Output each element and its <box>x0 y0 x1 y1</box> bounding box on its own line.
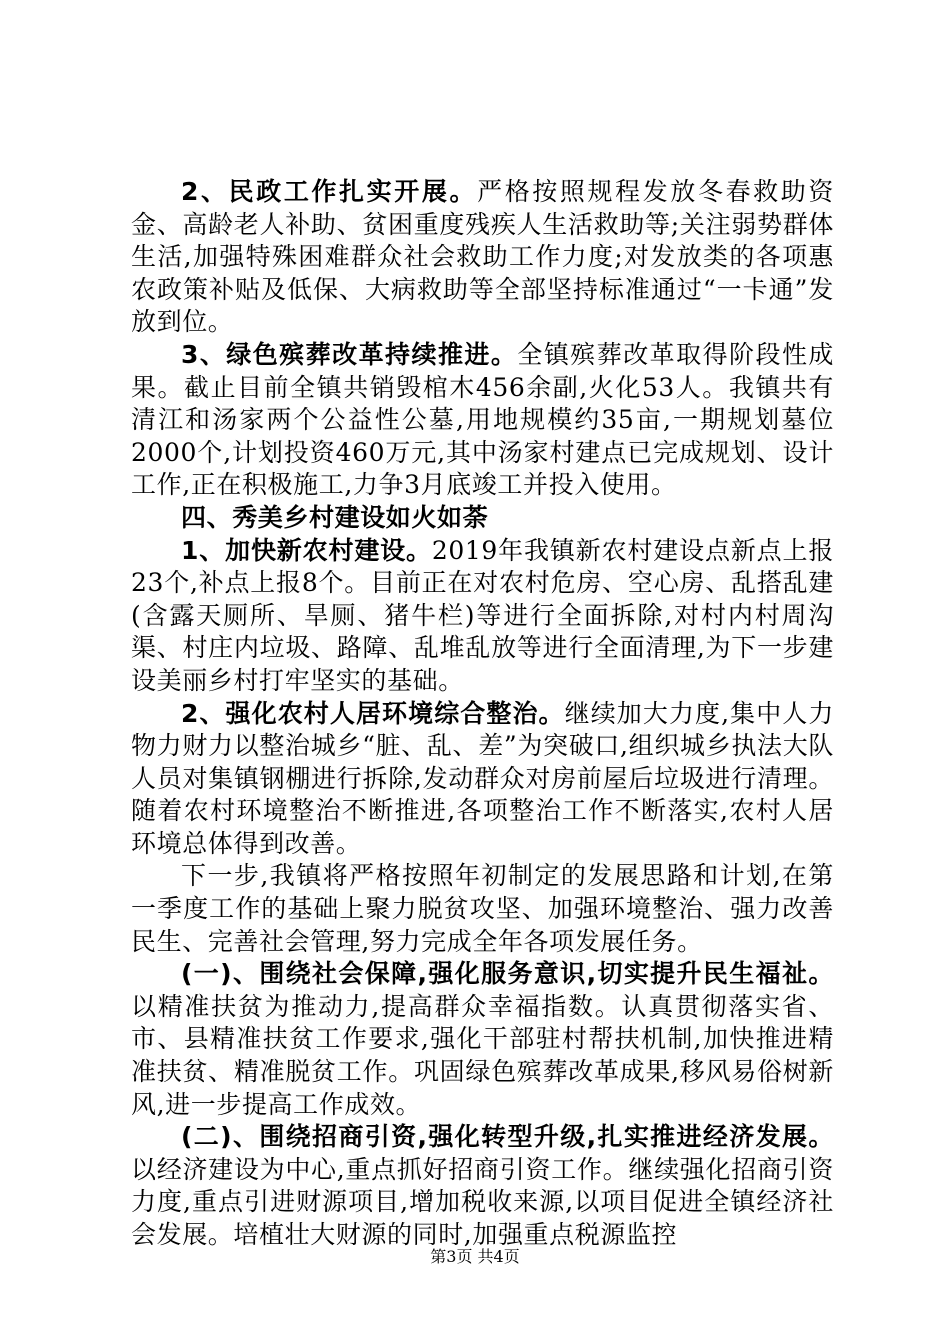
paragraph-lead: 1、加快新农村建设。 <box>181 535 432 565</box>
paragraph-text: 以经济建设为中心,重点抓好招商引资工作。继续强化招商引资力度,重点引进财源项目,增加税收来源,以项目促进全镇经济社会发展。培植壮大财源的同时,加强重点税源监控 <box>131 1154 834 1249</box>
page-number-footer: 第3页 共4页 <box>430 1247 520 1266</box>
paragraph-text: 2019年我镇新农村建设点新点上报23个,补点上报8个。目前正在对农村危房、空心房、乱搭乱建(含露天厕所、旱厕、猪牛栏)等进行全面拆除,对村内村周沟渠、村庄内垃圾、路障、乱堆乱放等进行全面清理,为下一步建设美丽乡村打牢坚实的基础。 <box>131 535 834 695</box>
paragraph-text: 全镇殡葬改革取得阶段性成果。截止目前全镇共销毁棺木456余副,火化53人。我镇共有清江和汤家两个公益性公墓,用地规模约35亩,一期规划墓位2000个,计划投资460万元,其中汤家村建点已完成规划、设计工作,正在积极施工,力争3月底竣工并投入使用。 <box>131 339 834 500</box>
paragraph-funeral-reform <box>131 339 834 502</box>
paragraph-lead: 2、民政工作扎实开展。 <box>181 177 478 206</box>
paragraph-next-step: 下一步,我镇将严格按照年初制定的发展思路和计划,在第一季度工作的基础上聚力脱贫攻坚、加强环境整治、强力改善民生、完善社会管理,努力完成全年各项发展任务。 <box>131 861 834 956</box>
paragraph-environment <box>131 698 834 861</box>
paragraph-civil-affairs <box>131 176 834 339</box>
document-body <box>131 176 834 1252</box>
paragraph-text: 严格按照规程发放冬春救助资金、高龄老人补助、贫困重度残疾人生活救助等;关注弱势群体生活,加强特殊困难群众社会救助工作力度;对发放类的各项惠农政策补贴及低保、大病救助等全部坚持标准通过“一卡通”发放到位。 <box>131 177 834 337</box>
paragraph-lead: 2、强化农村人居环境综合整治。 <box>181 698 565 728</box>
paragraph-lead: (二)、围绕招商引资,强化转型升级,扎实推进经济发展。 <box>181 1122 834 1152</box>
paragraph-social-security <box>131 958 834 1121</box>
section-heading: 四、秀美乡村建设如火如荼 <box>181 502 489 532</box>
paragraph-new-village <box>131 535 834 698</box>
paragraph-lead: (一)、围绕社会保障,强化服务意识,切实提升民生福祉。 <box>181 959 834 989</box>
paragraph-text: 以精准扶贫为推动力,提高群众幸福指数。认真贯彻落实省、市、县精准扶贫工作要求,强化干部驻村帮扶机制,加快推进精准扶贫、精准脱贫工作。巩固绿色殡葬改革成果,移风易俗树新风,进一步提高工作成效。 <box>131 991 834 1119</box>
paragraph-text: 继续加大力度,集中人力物力财力以整治城乡“脏、乱、差”为突破口,组织城乡执法大队人员对集镇钢棚进行拆除,发动群众对房前屋后垃圾进行清理。随着农村环境整治不断推进,各项整治工作不断落实,农村人居环境总体得到改善。 <box>131 698 834 858</box>
paragraph-investment <box>131 1121 834 1251</box>
paragraph-lead: 3、绿色殡葬改革持续推进。 <box>181 339 518 369</box>
